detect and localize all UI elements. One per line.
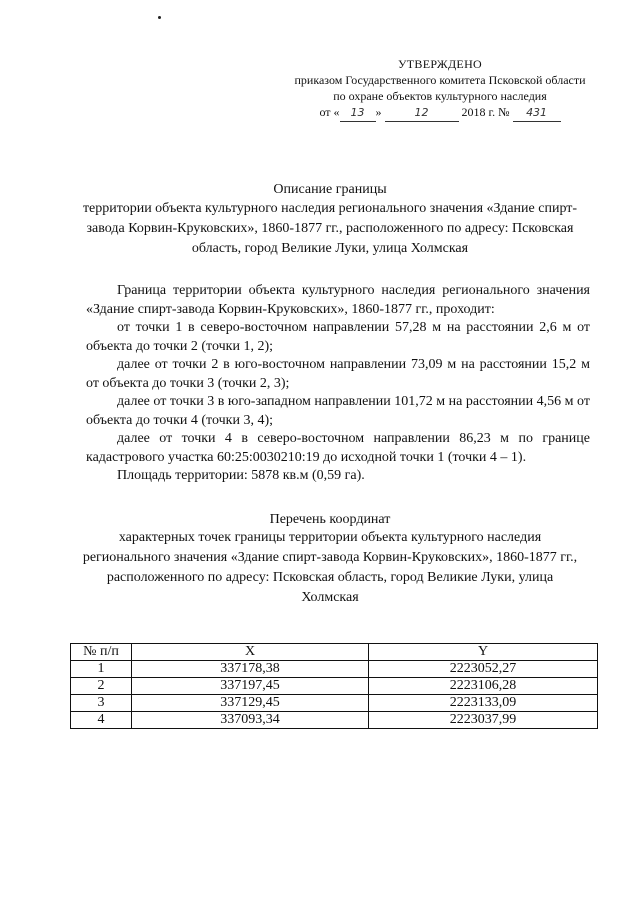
coordinates-table: [70, 643, 598, 729]
cell-number: 3: [71, 695, 132, 712]
table-row: [71, 712, 598, 729]
cell-y: 2223133,09: [369, 695, 598, 712]
description-paragraph: далее от точки 4 в северо-восточном направлении 86,23 м по границе кадастрового участка 60:25:0030210:19 до исходной точки 1 (точки 4 – 1).: [86, 431, 590, 465]
cell-x: 337129,45: [132, 695, 369, 712]
table-row: [71, 678, 598, 695]
table-row: [71, 661, 598, 678]
description-paragraph: от точки 1 в северо-восточном направлении 57,28 м на расстоянии 2,6 м от объекта до точки 2 (точки 1, 2);: [86, 320, 590, 354]
cell-x: 337093,34: [132, 712, 369, 729]
area-paragraph: Площадь территории: 5878 кв.м (0,59 га).: [117, 468, 365, 483]
coordinates-subtitle: характерных точек границы территории объекта культурного наследия регионального значения «Здание спирт-завода Корвин-Круковских», 1860-1877 гг., расположенного по адресу: Псковская область, город Великие Луки, улица Холмская: [82, 530, 578, 605]
date-prefix: от «: [319, 105, 340, 119]
cell-number: 4: [71, 712, 132, 729]
description-paragraph: далее от точки 3 в юго-западном направлении 101,72 м на расстоянии 4,56 м от объекта до точки 4 (точки 3, 4);: [86, 394, 590, 428]
handwritten-day: 13: [340, 105, 376, 122]
cell-x: 337197,45: [132, 678, 369, 695]
description-paragraph: далее от точки 2 в юго-восточном направлении 73,09 м на расстоянии 15,2 м от объекта до точки 3 (точки 2, 3);: [86, 357, 590, 391]
description-paragraph: Граница территории объекта культурного наследия регионального значения «Здание спирт-завода Корвин-Круковских», 1860-1877 гг., проходит:: [86, 283, 590, 317]
handwritten-order-number: 431: [513, 105, 561, 122]
coordinates-title: Перечень координат: [269, 512, 391, 527]
description-title: Описание границы: [273, 182, 387, 197]
approval-date-line: [280, 104, 600, 122]
approval-block: [280, 56, 600, 122]
header-y: Y: [369, 644, 598, 661]
header-x: X: [132, 644, 369, 661]
cell-number: 1: [71, 661, 132, 678]
approval-line2: по охране объектов культурного наследия: [333, 89, 547, 103]
scan-speck: [158, 16, 161, 19]
handwritten-month: 12: [385, 105, 459, 122]
year-text: 2018 г. №: [461, 105, 510, 119]
cell-x: 337178,38: [132, 661, 369, 678]
cell-y: 2223106,28: [369, 678, 598, 695]
cell-number: 2: [71, 678, 132, 695]
table-row: [71, 695, 598, 712]
approval-title: УТВЕРЖДЕНО: [397, 57, 482, 71]
cell-y: 2223037,99: [369, 712, 598, 729]
table-header-row: [71, 644, 598, 661]
header-number: № п/п: [71, 644, 132, 661]
approval-line1: приказом Государственного комитета Псковской области: [294, 73, 586, 87]
description-subtitle: территории объекта культурного наследия регионального значения «Здание спирт-завода Корвин-Круковских», 1860-1877 гг., расположенного по адресу: Псковская область, город Великие Луки, улица Холмская: [82, 201, 578, 256]
description-body: [86, 282, 590, 486]
date-mid: »: [375, 105, 382, 119]
cell-y: 2223052,27: [369, 661, 598, 678]
